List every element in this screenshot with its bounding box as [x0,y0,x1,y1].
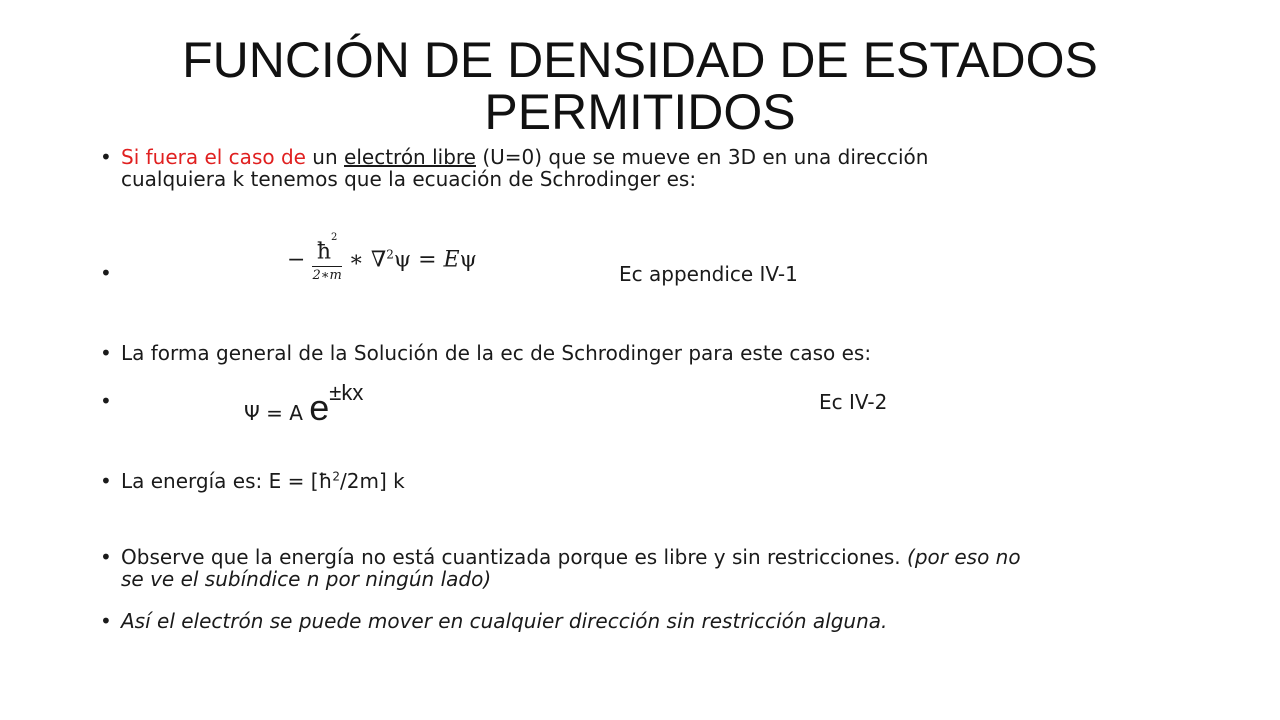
bullet-marker: • [100,145,112,169]
energy-symbol: E [443,247,460,273]
bullet-1-line-1 [121,146,928,168]
hbar-fraction [312,232,342,285]
nabla-exponent: 2 [386,247,394,262]
title-line-2: PERMITIDOS [484,84,796,140]
bullet-1-text-b: (U=0) que se mueve en 3D en una dirección [475,145,929,169]
psi-rhs: ψ [459,247,477,273]
hbar: ħ [316,239,332,265]
energy-suffix: /2m] k [340,469,405,493]
bullet-1-text-a: un [305,145,345,169]
energy-expression [121,470,405,492]
psi: ψ [393,247,412,273]
bullet-energy-not-quantized [100,546,1180,592]
bullet-3-text: La forma general de la Solución de la ec de Schrodinger para este caso es: [121,341,872,365]
equals-sign: = [418,247,437,273]
bullet-free-electron [100,146,1180,196]
bullet-marker: • [100,609,112,633]
wave-solution [244,380,364,428]
schrodinger-equation [287,232,477,285]
bullet-free-movement [100,610,1180,634]
bullet-6-line-2: se ve el subíndice n por ningún lado) [121,567,492,591]
bullet-7-text: Así el electrón se puede mover en cualquier dirección sin restricción alguna. [121,609,888,633]
exponent-pm-kx: ±kx [329,380,364,405]
nabla-operator: ∇ [370,247,387,273]
equation-label-iv-2: Ec IV-2 [819,390,888,414]
minus-sign: − [287,247,306,273]
bullet-marker: • [100,469,112,493]
bullet-6-line-1 [121,546,1021,568]
psi-equals-a: Ψ = A [244,401,303,425]
equation-label-iv-1: Ec appendice IV-1 [619,262,798,286]
bullet-schrodinger-equation [100,232,1180,302]
bullet-marker: • [100,341,112,365]
fraction-numerator [312,232,341,267]
underlined-phrase: electrón libre [344,145,476,169]
bullet-marker: • [100,545,112,569]
bullet-6-italic-text: (por eso no [907,545,1021,569]
times-sign: ∗ [348,247,364,273]
hbar-squared-exponent: 2 [332,469,341,484]
bullet-general-solution [100,342,1180,366]
bullet-marker: • [100,261,112,285]
hbar-exponent: 2 [331,232,338,243]
slide-title [100,34,1180,138]
bullet-energy [100,470,1180,494]
fraction-denominator: 2∗m [312,268,342,284]
bullet-1-line-2: cualquiera k tenemos que la ecuación de Schrodinger es: [121,167,697,191]
energy-prefix: La energía es: E = [ħ [121,469,333,493]
bullet-wave-solution [100,380,1180,428]
title-line-1: FUNCIÓN DE DENSIDAD DE ESTADOS [182,32,1098,88]
bullet-marker: • [100,389,112,413]
bullet-6-normal-text: Observe que la energía no está cuantizada porque es libre y sin restricciones. [121,545,908,569]
red-phrase: Si fuera el caso de [121,145,306,169]
exponential-e: e [309,387,330,428]
